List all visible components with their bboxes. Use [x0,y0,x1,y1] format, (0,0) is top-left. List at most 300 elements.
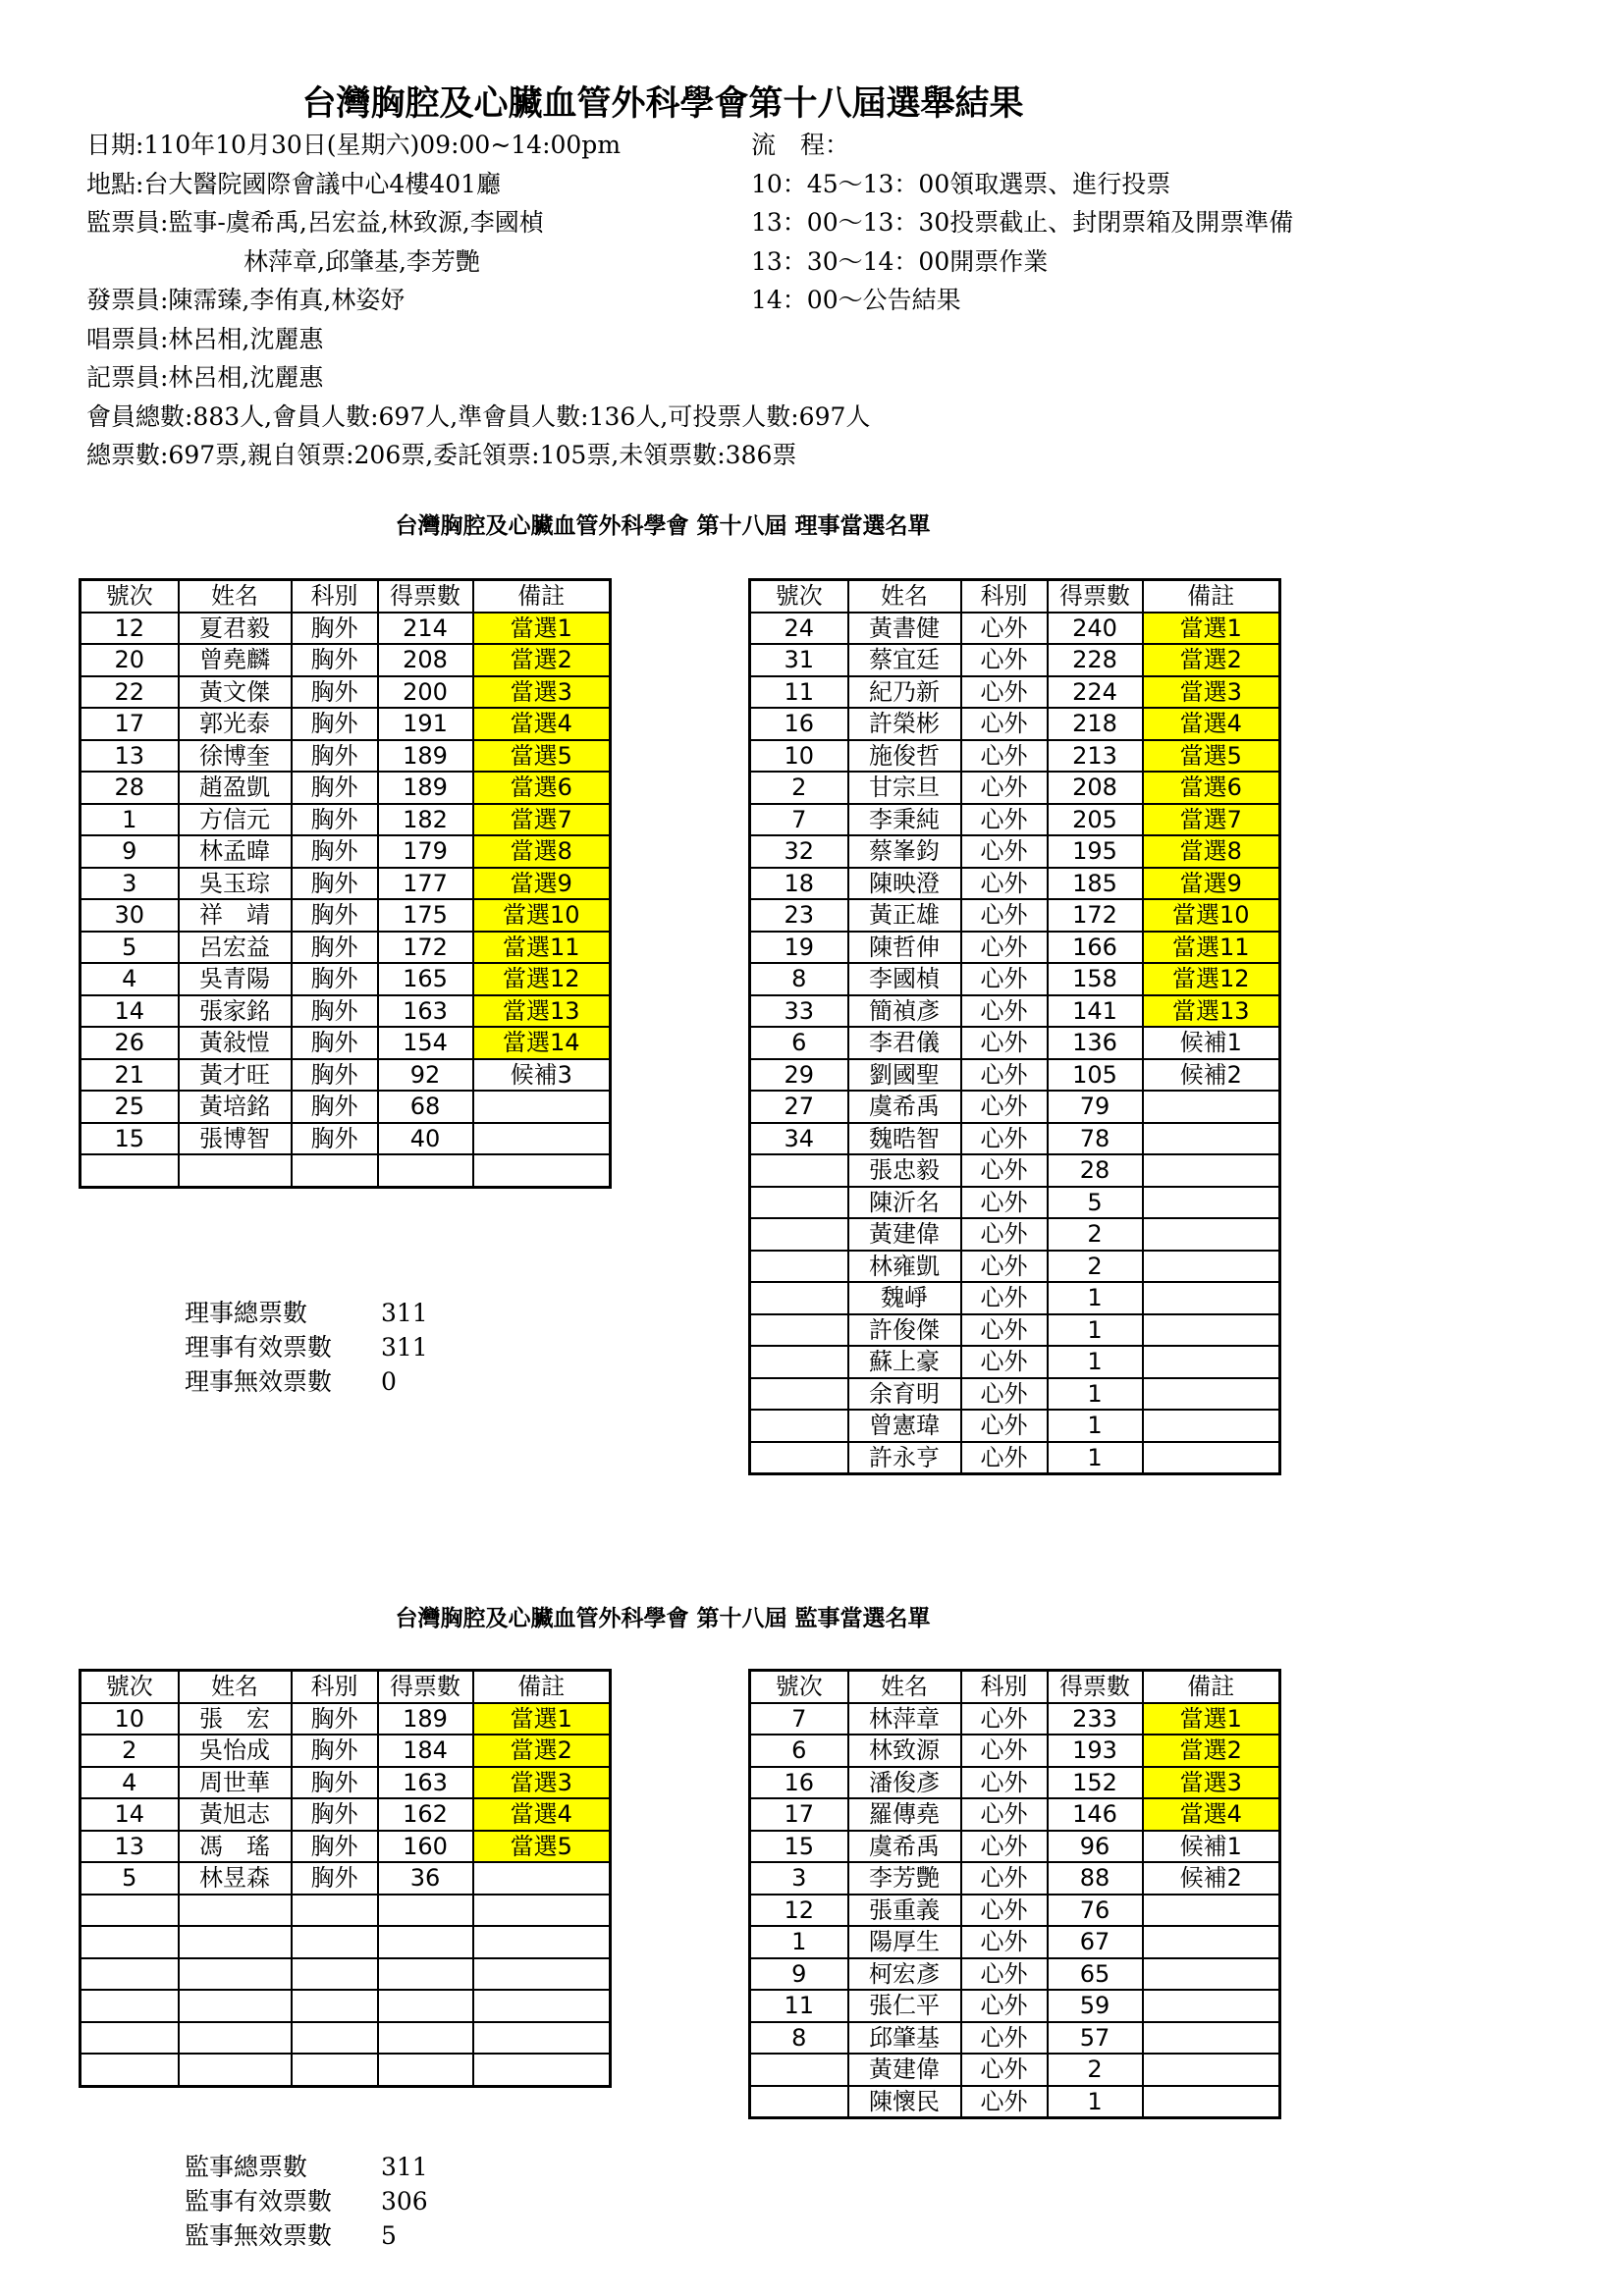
cell-number: 8 [750,963,848,995]
cell-name: 呂宏益 [179,932,292,964]
cell-name: 余育明 [848,1378,961,1411]
cell-votes: 1 [1048,1378,1143,1411]
table-row [750,772,1280,804]
cell-name: 吳玉琮 [179,868,292,900]
cell-department: 心外 [961,772,1048,804]
supervisors-totals [185,2150,428,2253]
cell-name: 陳映澄 [848,868,961,900]
cell-department: 心外 [961,932,1048,964]
cell-number: 2 [750,772,848,804]
cell-number: 9 [750,1958,848,1991]
cell-remark: 當選4 [473,708,611,740]
cell-name: 紀乃新 [848,676,961,709]
directors-thoracic-table [79,578,612,1189]
cell-remark: 當選3 [473,1767,611,1799]
table-row [750,804,1280,836]
total-label: 理事總票數 [185,1299,308,1327]
total-label: 監事總票數 [185,2153,308,2181]
table-row [81,804,611,836]
cell-votes: 218 [1048,708,1143,740]
cell-name: 黃建偉 [848,2054,961,2086]
total-label: 理事無效票數 [185,1367,333,1396]
cell-number [750,1346,848,1378]
cell-department: 心外 [961,963,1048,995]
cell-number: 26 [81,1027,179,1059]
cell-name: 張家銘 [179,995,292,1028]
table-row [81,963,611,995]
cell-number: 15 [750,1831,848,1863]
table-row [81,613,611,645]
cell-votes: 1 [1048,1346,1143,1378]
cell-votes: 189 [378,1703,473,1735]
table-row [750,1282,1280,1314]
table-row [81,1154,611,1187]
cell-votes: 172 [1048,899,1143,932]
cell-remark [1143,2022,1280,2055]
table-row [750,644,1280,676]
cell-department: 心外 [961,1154,1048,1187]
table-row [750,613,1280,645]
table-row [750,1123,1280,1155]
table-row [81,1926,611,1958]
table-row [750,1251,1280,1283]
table-row [81,2022,611,2055]
cell-number: 27 [750,1091,848,1123]
cell-votes: 88 [1048,1862,1143,1895]
table-row [81,2054,611,2086]
cell-name: 林雍凱 [848,1251,961,1283]
cell-number: 2 [81,1735,179,1767]
cell-number [81,2054,179,2086]
cell-name: 邱肇基 [848,2022,961,2055]
cell-remark: 當選5 [473,1831,611,1863]
cell-remark [1143,1926,1280,1958]
cell-number [750,1154,848,1187]
header-number: 號次 [750,580,848,613]
cell-department: 心外 [961,1767,1048,1799]
cell-number: 11 [750,1990,848,2022]
cell-number [750,1314,848,1347]
directors-cardiac-table [748,578,1281,1475]
recorders-line: 記票員:林呂相,沈麗惠 [86,363,324,392]
cell-votes: 162 [378,1798,473,1831]
cell-name: 甘宗旦 [848,772,961,804]
cell-remark [1143,1410,1280,1442]
cell-votes: 208 [1048,772,1143,804]
cell-votes: 105 [1048,1059,1143,1092]
total-label: 理事有效票數 [185,1333,333,1362]
cell-name: 蔡峯鈞 [848,835,961,868]
cell-name: 黃旭志 [179,1798,292,1831]
cell-votes: 28 [1048,1154,1143,1187]
cell-number: 9 [81,835,179,868]
cell-remark [473,2054,611,2086]
cell-number: 21 [81,1059,179,1092]
cell-remark: 當選5 [473,740,611,773]
cell-department: 胸外 [292,1735,378,1767]
cell-department: 心外 [961,1314,1048,1347]
cell-department: 心外 [961,2054,1048,2086]
cell-remark [1143,1218,1280,1251]
header-votes: 得票數 [1048,580,1143,613]
cell-name: 祥 靖 [179,899,292,932]
cell-votes: 1 [1048,1314,1143,1347]
cell-votes: 146 [1048,1798,1143,1831]
cell-votes: 214 [378,613,473,645]
total-row [185,1296,428,1330]
cell-votes: 1 [1048,2086,1143,2118]
cell-name: 陳沂名 [848,1187,961,1219]
cell-number: 4 [81,1767,179,1799]
cell-number [81,1154,179,1187]
cell-remark: 當選1 [1143,1703,1280,1735]
cell-votes: 1 [1048,1410,1143,1442]
cell-name: 許俊傑 [848,1314,961,1347]
cell-number: 33 [750,995,848,1028]
process-step-2: 13：00～13：30投票截止、封閉票箱及開票準備 [751,208,1294,237]
table-header-row [81,580,611,613]
cell-votes: 205 [1048,804,1143,836]
header-votes: 得票數 [1048,1671,1143,1703]
directors-totals [185,1296,428,1399]
table-row [81,1798,611,1831]
table-row [750,1862,1280,1895]
cell-remark: 當選2 [1143,1735,1280,1767]
cell-votes: 184 [378,1735,473,1767]
cell-name: 李芳艷 [848,1862,961,1895]
cell-votes [378,1990,473,2022]
header-votes: 得票數 [378,1671,473,1703]
cell-number: 17 [81,708,179,740]
cell-number: 6 [750,1735,848,1767]
header-department: 科別 [292,1671,378,1703]
cell-name [179,1958,292,1991]
cell-number [81,1958,179,1991]
cell-department [292,1154,378,1187]
cell-department: 心外 [961,899,1048,932]
cell-name: 柯宏彥 [848,1958,961,1991]
cell-number: 17 [750,1798,848,1831]
page-title: 台灣胸腔及心臟血管外科學會第十八屆選舉結果 [301,84,1024,124]
cell-votes: 2 [1048,1218,1143,1251]
cell-department: 胸外 [292,995,378,1028]
cell-remark [473,1862,611,1895]
cell-name: 林萍章 [848,1703,961,1735]
cell-number: 15 [81,1123,179,1155]
cell-votes: 213 [1048,740,1143,773]
cell-department: 胸外 [292,899,378,932]
cell-votes: 78 [1048,1123,1143,1155]
cell-remark: 當選12 [1143,963,1280,995]
cell-votes: 163 [378,995,473,1028]
cell-name: 黃書健 [848,613,961,645]
cell-name [179,1895,292,1927]
cell-department: 胸外 [292,1798,378,1831]
votes-line: 總票數:697票,親自領票:206票,委託領票:105票,未領票數:386票 [86,441,797,469]
cell-number [81,1990,179,2022]
cell-number: 23 [750,899,848,932]
cell-name: 黃敍愷 [179,1027,292,1059]
process-step-1: 10：45～13：00領取選票、進行投票 [751,169,1171,198]
table-row [81,1862,611,1895]
cell-remark [1143,1958,1280,1991]
header-remark: 備註 [1143,580,1280,613]
table-row [81,1703,611,1735]
cell-department: 胸外 [292,1831,378,1863]
cell-name [179,1990,292,2022]
date-line: 日期:110年10月30日(星期六)09:00~14:00pm [86,131,622,159]
cell-name: 吳怡成 [179,1735,292,1767]
cell-department [292,1958,378,1991]
cell-department [292,2022,378,2055]
cell-votes [378,1895,473,1927]
cell-number [750,2054,848,2086]
cell-number: 28 [81,772,179,804]
cell-department: 心外 [961,1410,1048,1442]
cell-department [292,1895,378,1927]
table-row [81,1059,611,1092]
cell-name: 虞希禹 [848,1831,961,1863]
cell-name: 簡禎彥 [848,995,961,1028]
table-row [81,1027,611,1059]
cell-department: 心外 [961,1187,1048,1219]
total-row [185,2184,428,2218]
cell-remark [1143,1346,1280,1378]
cell-department: 心外 [961,835,1048,868]
cell-name: 虞希禹 [848,1091,961,1123]
cell-number: 16 [750,708,848,740]
cell-remark [1143,2054,1280,2086]
header-remark: 備註 [473,1671,611,1703]
cell-number: 30 [81,899,179,932]
cell-department: 心外 [961,1895,1048,1927]
cell-name: 周世華 [179,1767,292,1799]
cell-remark: 當選2 [473,1735,611,1767]
cell-name: 黃正雄 [848,899,961,932]
cell-department: 心外 [961,1027,1048,1059]
cell-name: 劉國聖 [848,1059,961,1092]
cell-remark [1143,1314,1280,1347]
cell-number: 1 [750,1926,848,1958]
table-row [750,1187,1280,1219]
cell-department: 心外 [961,740,1048,773]
table-row [750,1703,1280,1735]
cell-remark: 候補2 [1143,1862,1280,1895]
total-row [185,2150,428,2184]
cell-name: 張 宏 [179,1703,292,1735]
cell-number: 1 [81,804,179,836]
cell-department: 胸外 [292,644,378,676]
cell-department: 心外 [961,1990,1048,2022]
cell-remark [473,1990,611,2022]
cell-remark: 當選8 [1143,835,1280,868]
cell-department: 胸外 [292,740,378,773]
cell-number: 24 [750,613,848,645]
process-step-4: 14：00～公告結果 [751,286,961,314]
cell-department: 心外 [961,1703,1048,1735]
cell-votes: 189 [378,772,473,804]
table-row [750,1735,1280,1767]
cell-remark: 當選9 [473,868,611,900]
cell-remark [1143,1895,1280,1927]
header-number: 號次 [81,1671,179,1703]
cell-name: 許永亨 [848,1442,961,1474]
cell-department: 心外 [961,1831,1048,1863]
cell-remark: 當選2 [1143,644,1280,676]
table-row [81,1990,611,2022]
cell-department: 心外 [961,1091,1048,1123]
cell-department: 心外 [961,644,1048,676]
supervisors-line-2: 林萍章,邱肇基,李芳艷 [244,246,480,276]
cell-remark: 當選1 [1143,613,1280,645]
cell-department: 心外 [961,1346,1048,1378]
header-remark: 備註 [1143,1671,1280,1703]
cell-name: 羅傳堯 [848,1798,961,1831]
table-row [750,1059,1280,1092]
cell-number: 7 [750,1703,848,1735]
total-value: 311 [381,1333,428,1362]
table-row [81,1091,611,1123]
cell-votes: 68 [378,1091,473,1123]
table-row [750,1442,1280,1474]
cell-name [179,1926,292,1958]
cell-department: 心外 [961,1218,1048,1251]
table-row [750,740,1280,773]
supervisors-cardiac-table [748,1669,1281,2119]
cell-remark [1143,1187,1280,1219]
cell-remark: 當選6 [1143,772,1280,804]
cell-votes: 160 [378,1831,473,1863]
cell-name: 夏君毅 [179,613,292,645]
total-value: 0 [381,1367,397,1396]
cell-name: 吳青陽 [179,963,292,995]
table-row [750,1027,1280,1059]
table-header-row [81,1671,611,1703]
cell-votes: 65 [1048,1958,1143,1991]
cell-remark: 當選10 [473,899,611,932]
cell-number: 25 [81,1091,179,1123]
cell-department [292,1926,378,1958]
cell-votes: 1 [1048,1282,1143,1314]
cell-remark: 當選3 [1143,676,1280,709]
cell-votes [378,2022,473,2055]
cell-number [750,1442,848,1474]
cell-remark [1143,1378,1280,1411]
cell-name: 蔡宜廷 [848,644,961,676]
table-row [750,995,1280,1028]
table-row [81,676,611,709]
cell-number: 12 [81,613,179,645]
header-number: 號次 [81,580,179,613]
cell-department: 胸外 [292,963,378,995]
cell-remark [1143,1123,1280,1155]
cell-number: 20 [81,644,179,676]
cell-votes: 136 [1048,1027,1143,1059]
header-name: 姓名 [848,1671,961,1703]
cell-votes: 154 [378,1027,473,1059]
issuers-line: 發票員:陳霈臻,李侑真,林姿妤 [86,286,406,314]
cell-department: 心外 [961,1059,1048,1092]
cell-name: 張忠毅 [848,1154,961,1187]
cell-remark [473,1895,611,1927]
table-row [81,835,611,868]
cell-number: 4 [81,963,179,995]
cell-number: 13 [81,1831,179,1863]
cell-name: 林孟暐 [179,835,292,868]
header-department: 科別 [961,580,1048,613]
cell-name: 林致源 [848,1735,961,1767]
cell-department: 胸外 [292,1862,378,1895]
table-row [750,2022,1280,2055]
cell-votes [378,1154,473,1187]
cell-number [750,1410,848,1442]
cell-votes: 163 [378,1767,473,1799]
table-row [750,676,1280,709]
table-row [750,932,1280,964]
cell-votes: 191 [378,708,473,740]
cell-name: 張博智 [179,1123,292,1155]
cell-name: 張重義 [848,1895,961,1927]
table-row [750,899,1280,932]
cell-number: 6 [750,1027,848,1059]
cell-votes: 172 [378,932,473,964]
cell-votes: 240 [1048,613,1143,645]
total-label: 監事有效票數 [185,2187,333,2216]
cell-number: 18 [750,868,848,900]
cell-department: 心外 [961,2086,1048,2118]
cell-number: 11 [750,676,848,709]
cell-votes: 76 [1048,1895,1143,1927]
cell-number: 10 [750,740,848,773]
table-row [750,1346,1280,1378]
cell-remark [473,1958,611,1991]
table-row [81,772,611,804]
cell-remark: 當選3 [1143,1767,1280,1799]
cell-number [750,2086,848,2118]
cell-department: 心外 [961,1123,1048,1155]
cell-name: 林昱森 [179,1862,292,1895]
cell-votes [378,1926,473,1958]
table-row [750,1990,1280,2022]
cell-remark: 當選1 [473,613,611,645]
cell-remark: 當選1 [473,1703,611,1735]
cell-remark [1143,1091,1280,1123]
cell-remark [1143,1442,1280,1474]
cell-department: 胸外 [292,932,378,964]
cell-name: 馮 瑤 [179,1831,292,1863]
supervisors-thoracic-table [79,1669,612,2088]
cell-department: 心外 [961,804,1048,836]
cell-votes: 141 [1048,995,1143,1028]
cell-department: 心外 [961,868,1048,900]
cell-remark: 候補3 [473,1059,611,1092]
cell-name: 許榮彬 [848,708,961,740]
cell-number: 19 [750,932,848,964]
cell-department: 心外 [961,1378,1048,1411]
cell-department: 心外 [961,1926,1048,1958]
cell-name [179,2022,292,2055]
cell-department: 心外 [961,708,1048,740]
cell-name [179,2054,292,2086]
cell-number [81,1926,179,1958]
cell-department: 心外 [961,995,1048,1028]
cell-name: 郭光泰 [179,708,292,740]
cell-name: 潘俊彥 [848,1767,961,1799]
cell-remark: 當選2 [473,644,611,676]
table-row [750,835,1280,868]
cell-number: 14 [81,1798,179,1831]
cell-name: 黃培銘 [179,1091,292,1123]
